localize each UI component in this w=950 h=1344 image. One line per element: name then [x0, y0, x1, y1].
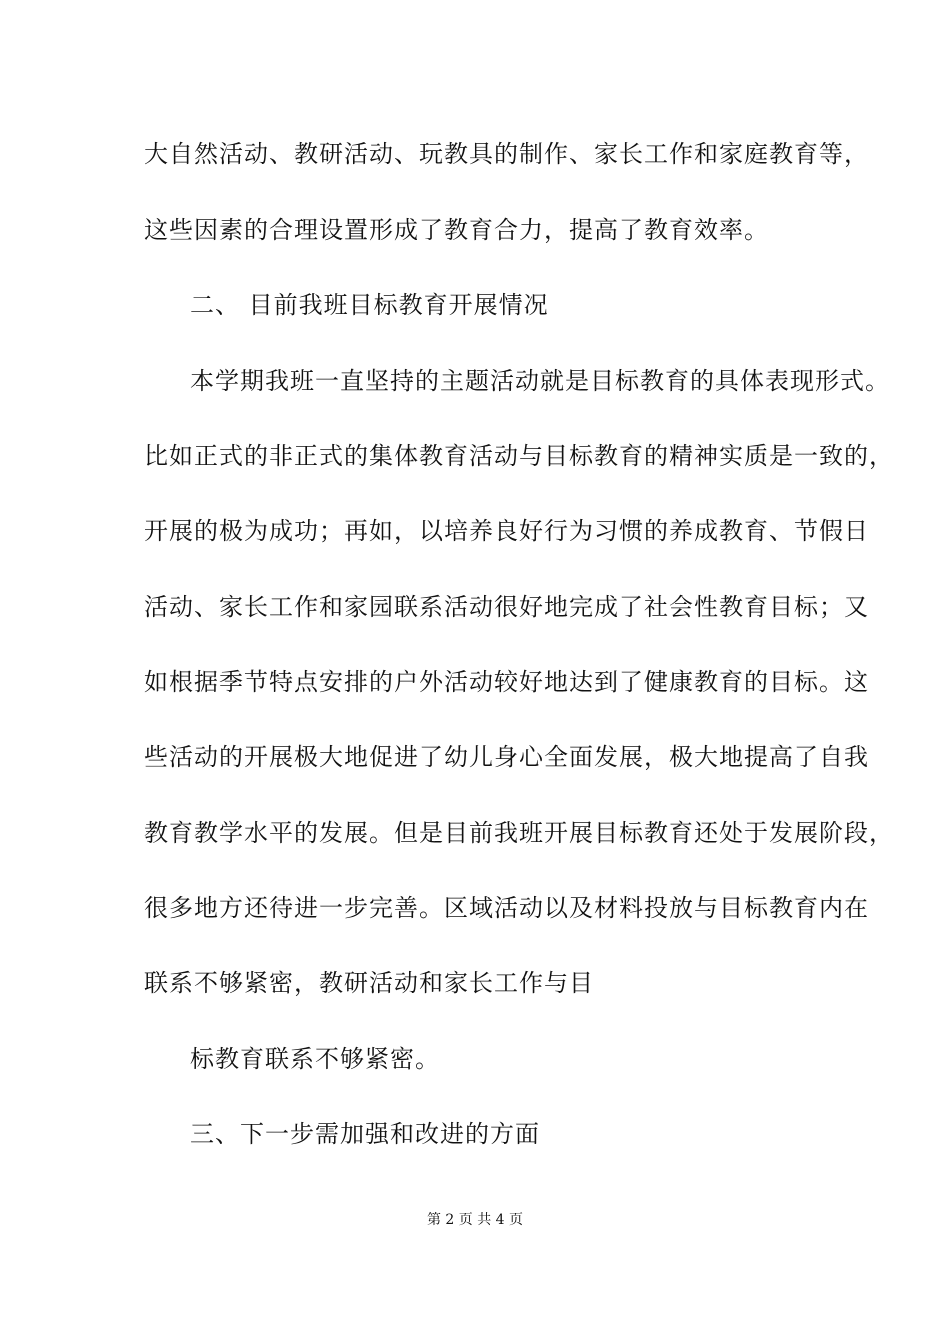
body-line-7: 如根据季节特点安排的户外活动较好地达到了健康教育的目标。这 [144, 668, 869, 696]
body-line-5: 开展的极为成功；再如，以培养良好行为习惯的养成教育、节假日 [144, 517, 869, 545]
body-line-9: 教育教学水平的发展。但是目前我班开展目标教育还处于发展阶段， [144, 819, 894, 847]
body-line-12: 标教育联系不够紧密。 [190, 1045, 440, 1073]
body-line-2: 这些因素的合理设置形成了教育合力，提高了教育效率。 [144, 216, 769, 244]
body-line-11: 联系不够紧密，教研活动和家长工作与目 [144, 969, 594, 997]
body-line-1: 大自然活动、教研活动、玩教具的制作、家长工作和家庭教育等， [144, 140, 869, 168]
section-heading-2: 二、 目前我班目标教育开展情况 [190, 291, 549, 319]
body-line-4: 比如正式的非正式的集体教育活动与目标教育的精神实质是一致的， [144, 442, 894, 470]
body-line-10: 很多地方还待进一步完善。区域活动以及材料投放与目标教育内在 [144, 894, 869, 922]
section-heading-3: 三、下一步需加强和改进的方面 [190, 1120, 540, 1148]
body-line-3: 本学期我班一直坚持的主题活动就是目标教育的具体表现形式。 [190, 367, 890, 395]
body-line-8: 些活动的开展极大地促进了幼儿身心全面发展，极大地提高了自我 [144, 743, 869, 771]
body-line-6: 活动、家长工作和家园联系活动很好地完成了社会性教育目标；又 [144, 593, 869, 621]
page-number-footer: 第 2 页 共 4 页 [426, 1212, 524, 1228]
